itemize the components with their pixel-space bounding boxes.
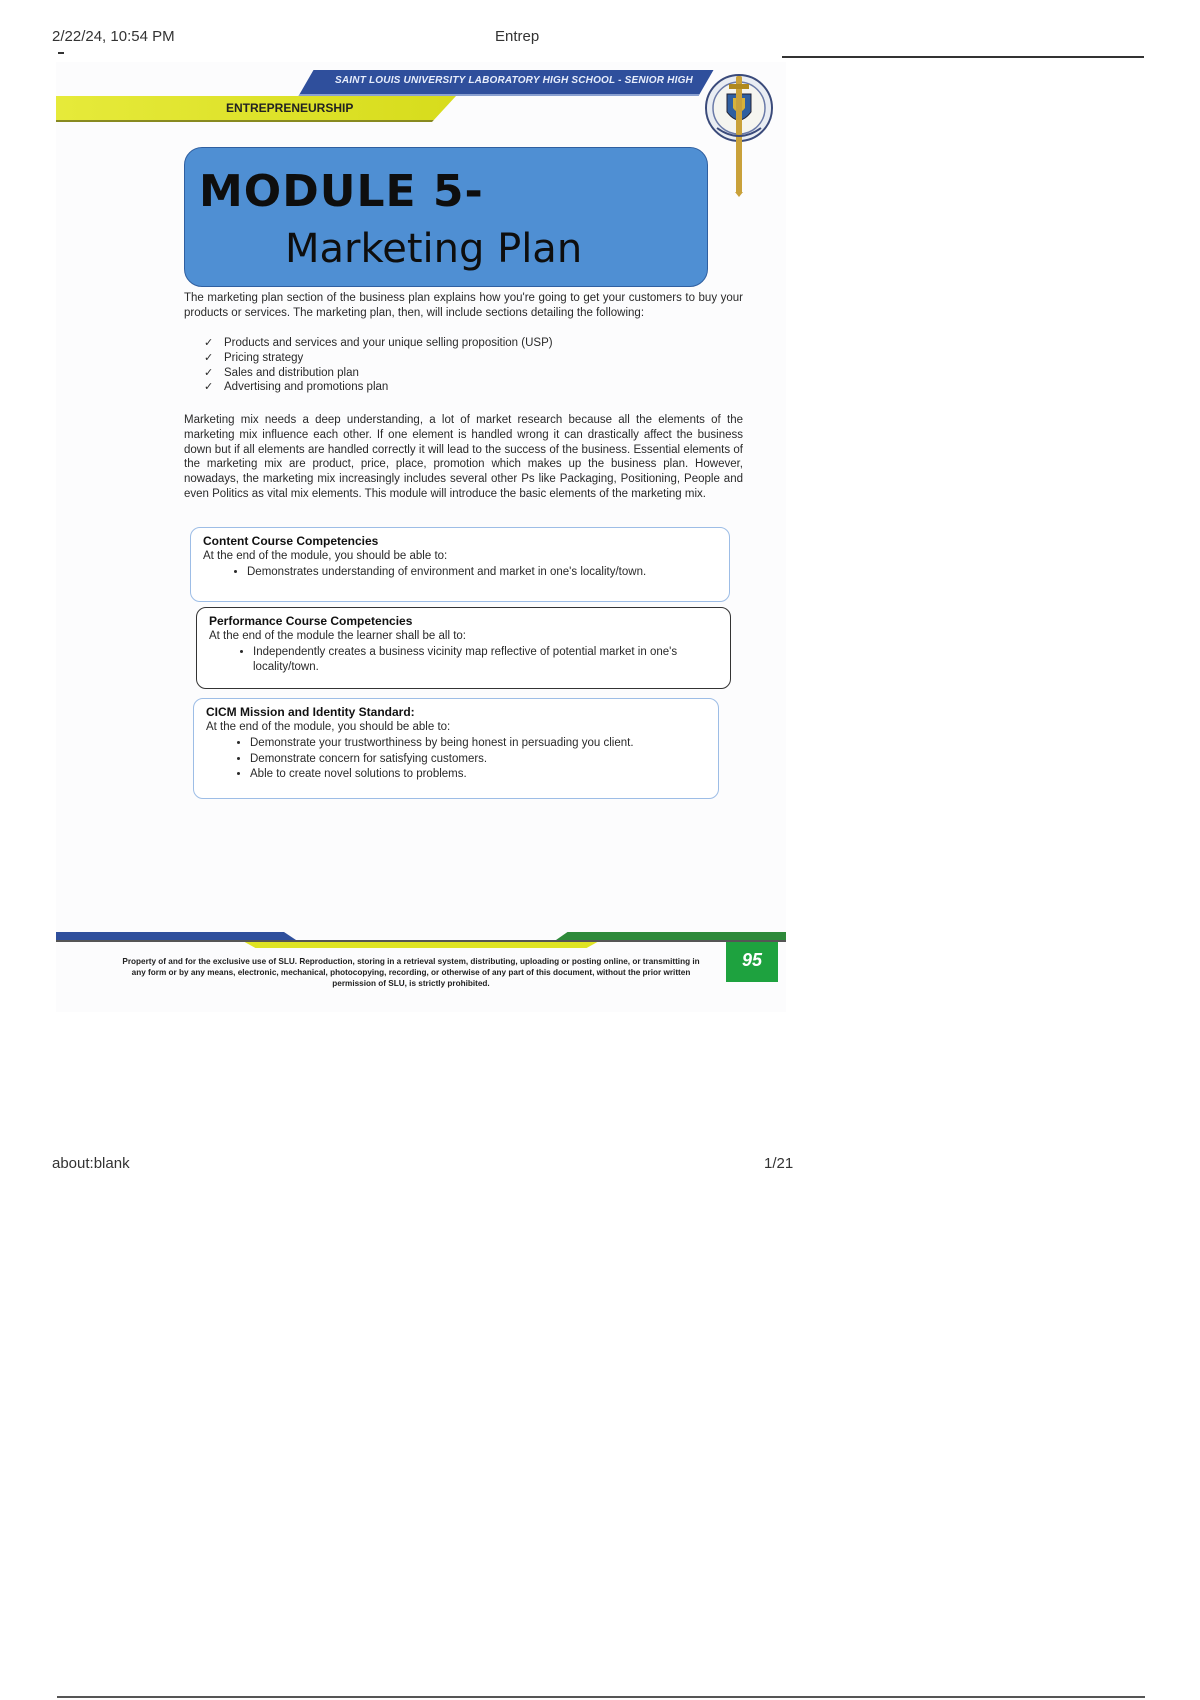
footer-blue-stripe <box>56 932 296 940</box>
intro-paragraph: The marketing plan section of the business plan explains how you're going to get your customers to buy your products or services. The marketing plan, then, will include sections detailing the following: <box>184 292 743 319</box>
page-footer <box>56 932 786 992</box>
checklist-item: ✓ Advertising and promotions plan <box>204 380 553 395</box>
competency-item: • Demonstrates understanding of environment and market in one's locality/town. <box>247 565 717 580</box>
print-doc-title: Entrep <box>495 28 540 45</box>
checklist-item: ✓ Pricing strategy <box>204 351 553 366</box>
competency-item: • Independently creates a business vicinity map reflective of potential market in one's locality/town. <box>253 645 718 674</box>
module-title-box <box>184 147 708 287</box>
module-number: MODULE 5- <box>199 166 484 217</box>
print-header-rule <box>782 56 1144 58</box>
standard-item: • Demonstrate concern for satisfying customers. <box>250 752 706 767</box>
footer-rule <box>56 940 786 942</box>
content-competencies-box <box>190 527 730 602</box>
print-timestamp: 2/22/24, 10:54 PM <box>52 28 175 45</box>
bottom-rule <box>57 1696 1145 1698</box>
checklist-item: ✓ Products and services and your unique selling proposition (USP) <box>204 336 553 351</box>
subject-banner-text: ENTREPRENEURSHIP <box>226 101 354 115</box>
page-number: 95 <box>741 950 763 970</box>
performance-competencies-box <box>196 607 731 689</box>
page-number-badge <box>726 942 778 982</box>
checklist-item: ✓ Sales and distribution plan <box>204 366 553 381</box>
content-competencies-intro: At the end of the module, you should be able to: <box>203 549 448 562</box>
cicm-standard-box <box>193 698 719 799</box>
standard-item: • Demonstrate your trustworthiness by being honest in persuading you client. <box>250 736 706 751</box>
footer-green-stripe <box>556 932 786 940</box>
print-page-count: 1/21 <box>764 1155 794 1172</box>
print-mark <box>58 52 64 54</box>
cicm-standard-title: CICM Mission and Identity Standard: <box>206 705 415 719</box>
school-banner-text: SAINT LOUIS UNIVERSITY LABORATORY HIGH SCHOOL - SENIOR HIGH <box>335 75 693 86</box>
print-url: about:blank <box>52 1155 130 1172</box>
content-competencies-title: Content Course Competencies <box>203 534 379 548</box>
marketing-plan-checklist <box>204 336 553 395</box>
marketing-mix-paragraph: Marketing mix needs a deep understanding, a lot of market research because all the elements of the marketing mix influence each other. If one element is handled wrong it can drastically affect the business down but if all elements are handled correctly it will lead to the success of the business. Essential elements of the marketing mix are product, price, place, promotion which makes up the business plan. However, nowadays, the marketing mix increasingly includes several other Ps like Packaging, Positioning, People and even Politics as vital mix elements. This module will introduce the basic elements of the marketing mix. <box>184 414 743 500</box>
module-title: Marketing Plan <box>285 226 583 272</box>
copyright-notice: Property of and for the exclusive use of SLU. Reproduction, storing in a retrieval system, distributing, uploading or posting online, or transmitting in any form or by any means, electronic, mechanical, photocopying, recording, or otherwise of any part of this document, without the prior written permission of SLU, is strictly prohibited. <box>122 957 700 988</box>
cicm-standard-intro: At the end of the module, you should be able to: <box>206 720 451 733</box>
school-seal-logo <box>699 72 779 197</box>
standard-item: • Able to create novel solutions to problems. <box>250 767 706 782</box>
performance-competencies-title: Performance Course Competencies <box>209 614 413 628</box>
performance-competencies-intro: At the end of the module the learner shall be all to: <box>209 629 466 642</box>
document-page <box>56 62 786 1012</box>
